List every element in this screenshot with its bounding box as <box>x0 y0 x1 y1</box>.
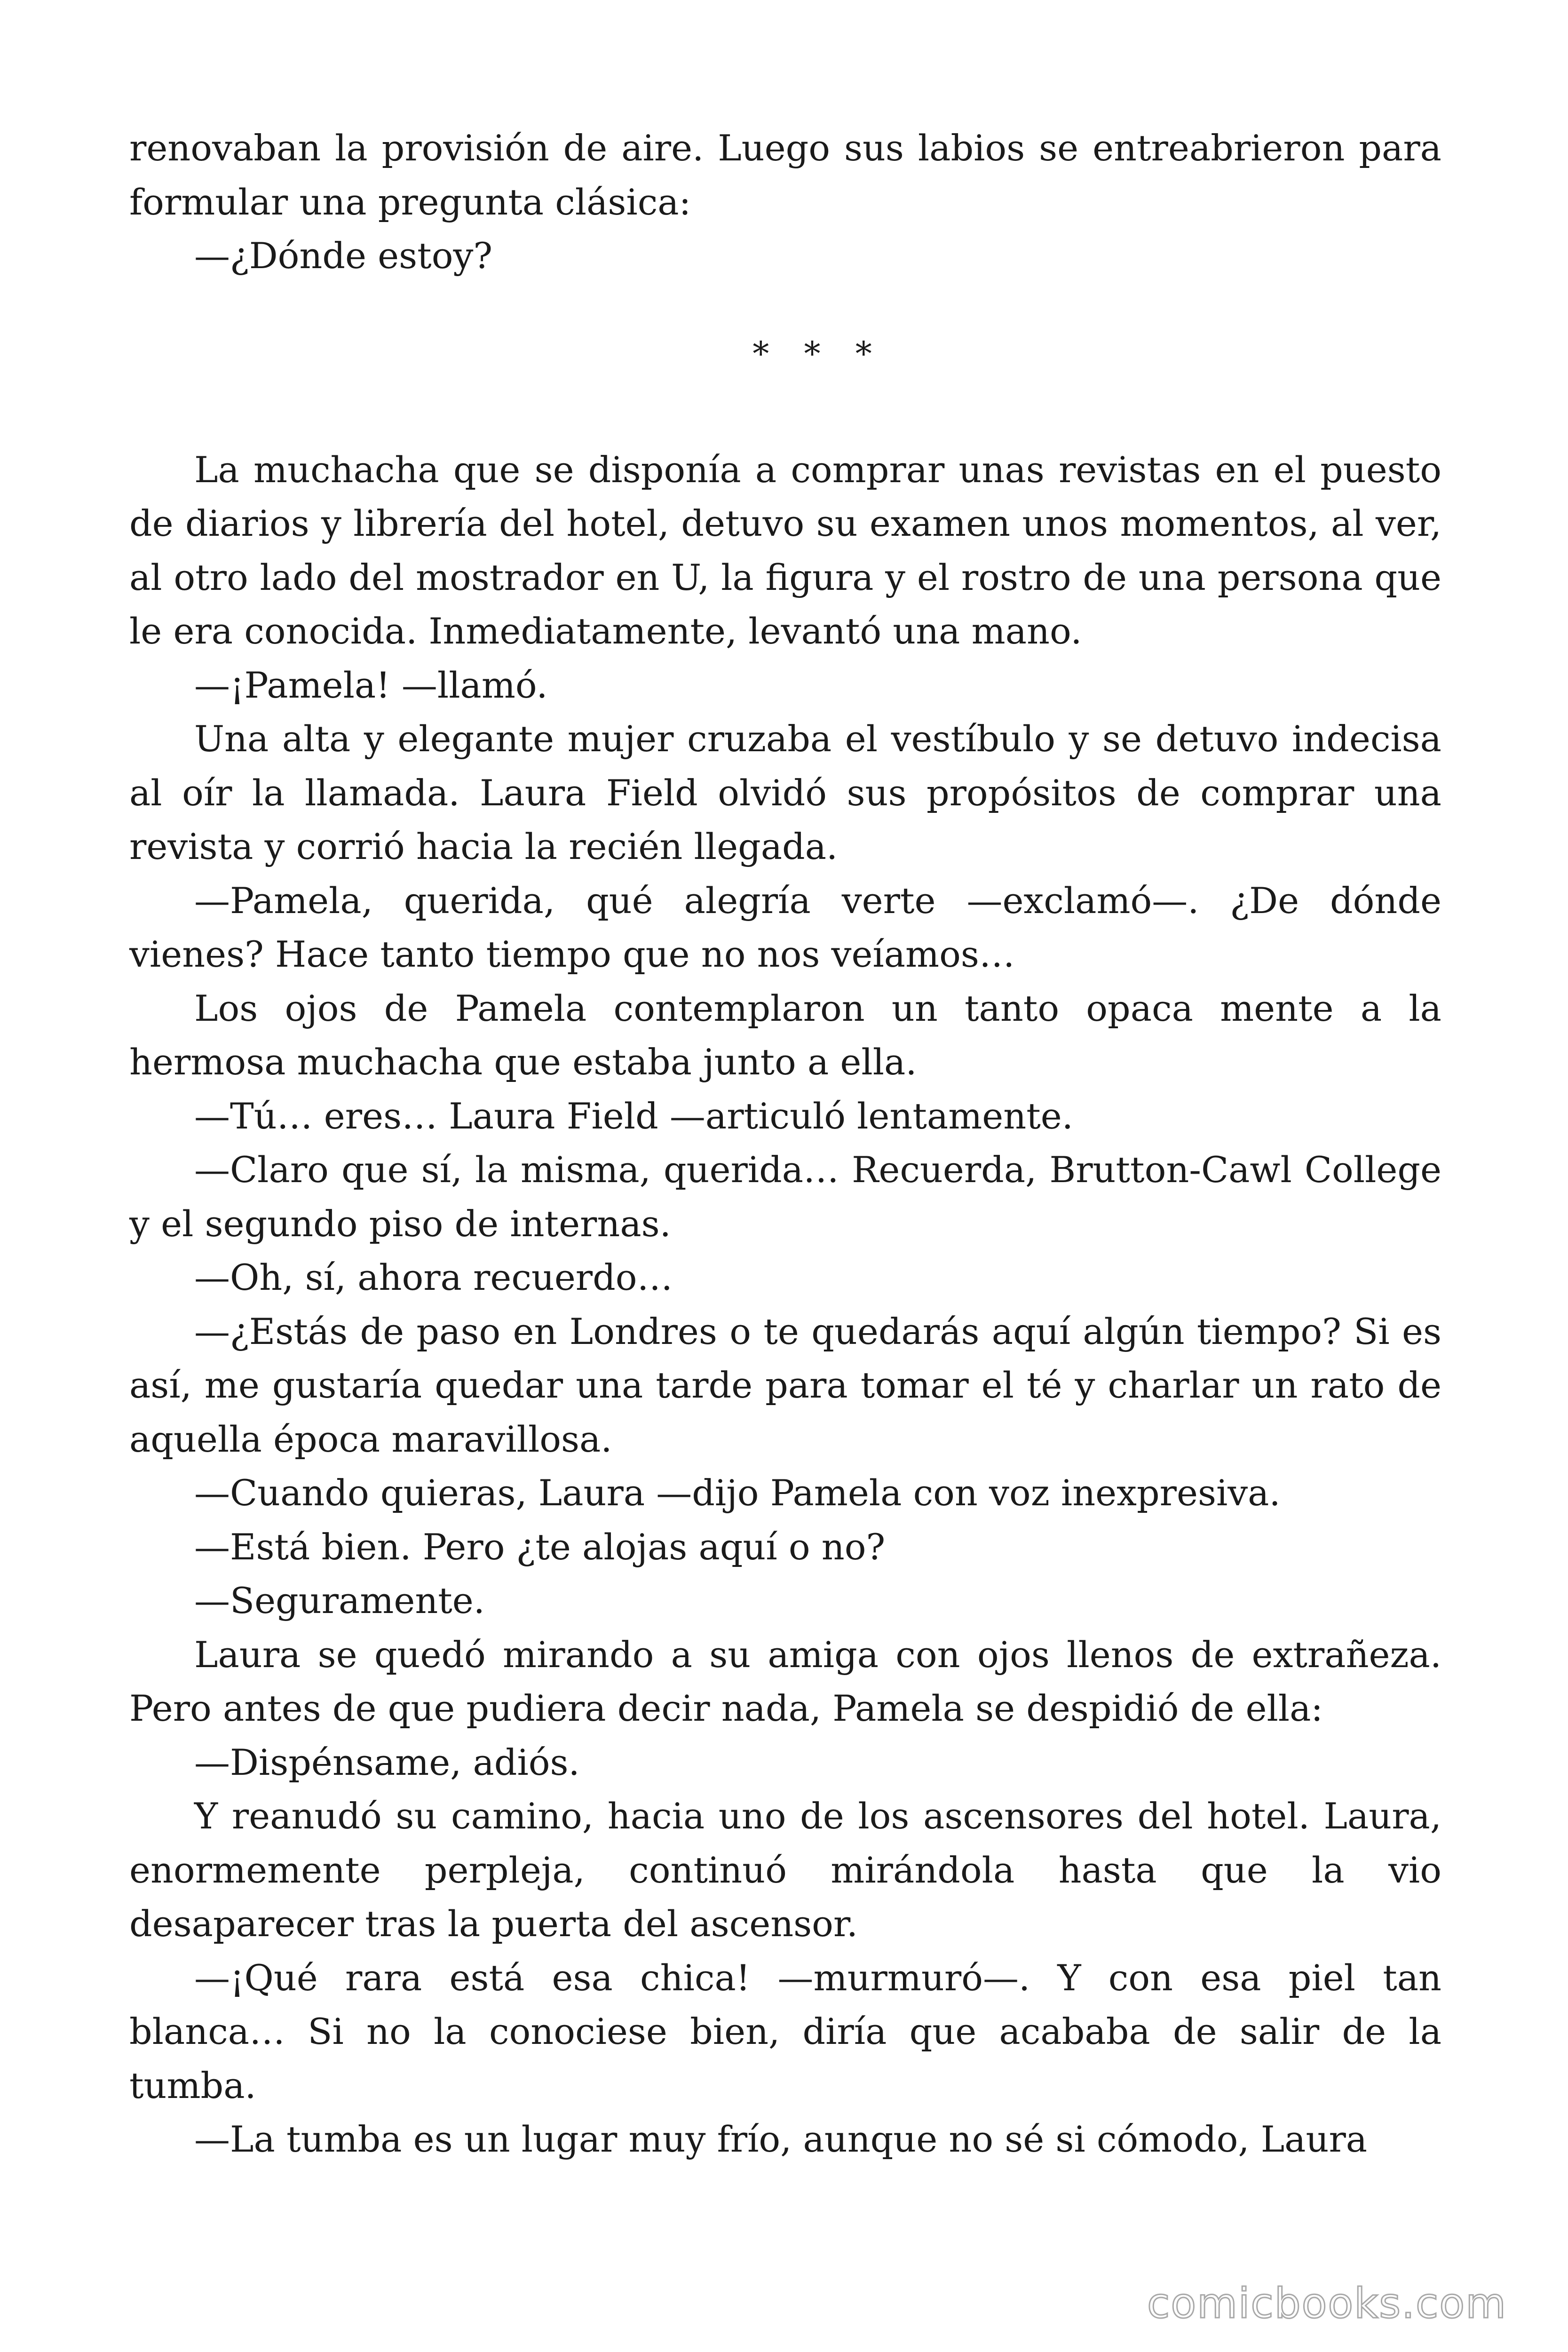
paragraph: Y reanudó su camino, hacia uno de los ascensores del hotel. Laura, enormemente perpleja, continuó mirándola hasta que la vio desaparecer tras la puerta del ascensor. <box>129 1795 1441 1945</box>
paragraph-continuation: renovaban la provisión de aire. Luego sus labios se entreabrieron para formular una pregunta clásica: <box>129 127 1441 223</box>
paragraph-dialogue: —Claro que sí, la misma, querida… Recuerda, Brutton-Cawl College y el segundo piso de internas. <box>129 1149 1441 1245</box>
paragraph-dialogue: —La tumba es un lugar muy frío, aunque no sé si cómodo, Laura <box>194 2118 1368 2160</box>
paragraph-dialogue: —Pamela, querida, qué alegría verte —exclamó—. ¿De dónde vienes? Hace tanto tiempo que no nos veíamos… <box>129 879 1441 975</box>
paragraph-dialogue: —¿Dónde estoy? <box>194 235 493 277</box>
paragraph: La muchacha que se disponía a comprar unas revistas en el puesto de diarios y librería del hotel, detuvo su examen unos momentos, al ver, al otro lado del mostrador en U, la figura y el rostro de una persona que le era conocida. Inmediatamente, levantó una mano. <box>129 448 1441 652</box>
paragraph-dialogue: —Está bien. Pero ¿te alojas aquí o no? <box>194 1526 886 1568</box>
paragraph-dialogue: —Tú… eres… Laura Field —articuló lentamente. <box>194 1095 1073 1137</box>
paragraph: Laura se quedó mirando a su amiga con ojos llenos de extrañeza. Pero antes de que pudiera decir nada, Pamela se despidió de ella: <box>129 1633 1441 1729</box>
paragraph-dialogue: —¡Qué rara está esa chica! —murmuró—. Y con esa piel tan blanca… Si no la conociese bien, diría que acababa de salir de la tumba. <box>129 1956 1441 2106</box>
watermark: comicbooks.com <box>1147 2279 1507 2328</box>
paragraph: Los ojos de Pamela contemplaron un tanto opaca mente a la hermosa muchacha que estaba junto a ella. <box>129 987 1441 1083</box>
paragraph: Una alta y elegante mujer cruzaba el vestíbulo y se detuvo indecisa al oír la llamada. Laura Field olvidó sus propósitos de comprar una revista y corrió hacia la recién llegada. <box>129 718 1441 867</box>
paragraph-dialogue: —¿Estás de paso en Londres o te quedarás aquí algún tiempo? Si es así, me gustaría quedar una tarde para tomar el té y charlar un rato de aquella época maravillosa. <box>129 1310 1441 1460</box>
paragraph-dialogue: —¡Pamela! —llamó. <box>194 664 548 706</box>
section-break: * * * <box>752 334 884 373</box>
text-column <box>129 121 1441 2167</box>
paragraph-dialogue: —Cuando quieras, Laura —dijo Pamela con voz inexpresiva. <box>194 1472 1281 1514</box>
paragraph-dialogue: —Dispénsame, adiós. <box>194 1741 580 1783</box>
paragraph-dialogue: —Oh, sí, ahora recuerdo… <box>194 1256 673 1298</box>
paragraph-dialogue: —Seguramente. <box>194 1580 485 1621</box>
